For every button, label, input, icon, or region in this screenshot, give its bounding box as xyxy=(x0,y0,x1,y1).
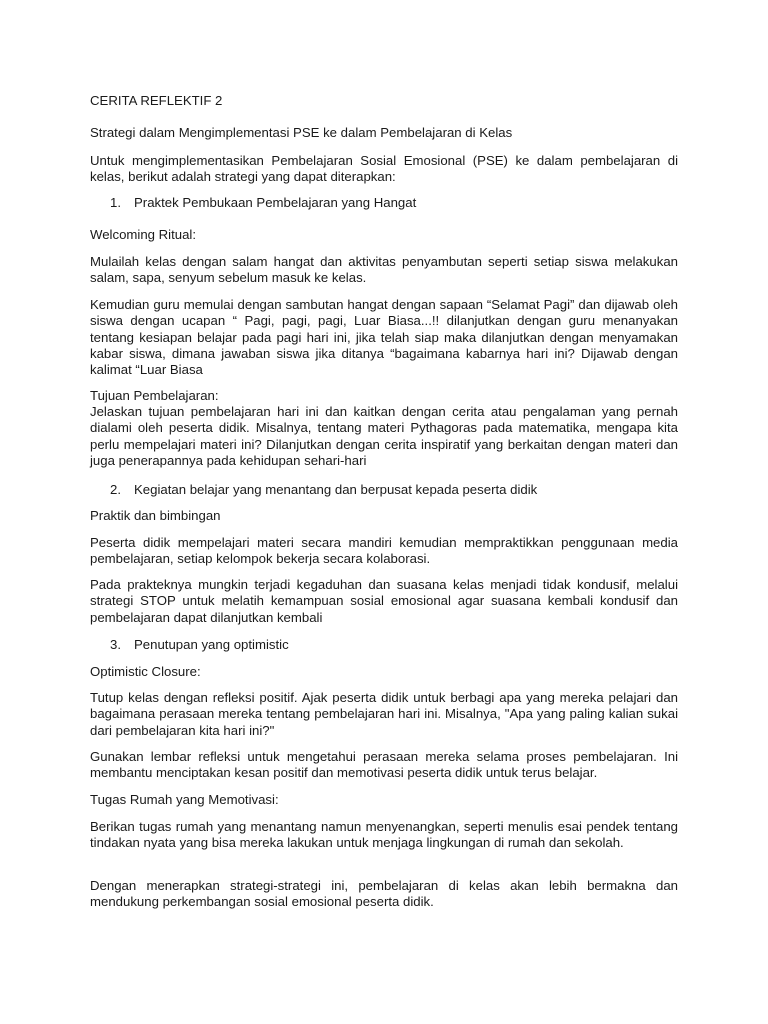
tugas-heading: Tugas Rumah yang Memotivasi: xyxy=(90,792,279,807)
list-text: Praktek Pembukaan Pembelajaran yang Hangat xyxy=(134,195,417,210)
praktik-paragraph-2: Pada prakteknya mungkin terjadi kegaduhan dan suasana kelas menjadi tidak kondusif, melalui strategi STOP untuk melatih kemampuan sosial emosional agar suasana kembali kondusif dan pembelajaran dapat dilanjutkan kembali xyxy=(90,577,678,625)
list-number: 1. xyxy=(110,195,121,210)
list-item-1 xyxy=(90,195,678,211)
document-title: CERITA REFLEKTIF 2 xyxy=(90,93,223,108)
conclusion-paragraph: Dengan menerapkan strategi-strategi ini, pembelajaran di kelas akan lebih bermakna dan mendukung perkembangan sosial emosional peserta didik. xyxy=(90,878,678,910)
tujuan-paragraph: Jelaskan tujuan pembelajaran hari ini dan kaitkan dengan cerita atau pengalaman yang pernah dialami oleh peserta didik. Misalnya, tentang materi Pythagoras pada matematika, mengapa kita perlu mempelajari materi ini? Dilanjutkan dengan cerita inspiratif yang berkaitan dengan materi dan juga penerapannya pada kehidupan sehari-hari xyxy=(90,404,678,468)
welcoming-heading: Welcoming Ritual: xyxy=(90,227,197,242)
praktik-heading: Praktik dan bimbingan xyxy=(90,508,221,523)
closure-heading: Optimistic Closure: xyxy=(90,664,201,679)
tujuan-heading: Tujuan Pembelajaran: xyxy=(90,388,219,403)
list-item-3 xyxy=(90,637,678,653)
tugas-paragraph: Berikan tugas rumah yang menantang namun menyenangkan, seperti menulis esai pendek tentang tindakan nyata yang bisa mereka lakukan untuk menjaga lingkungan di rumah dan sekolah. xyxy=(90,819,678,851)
list-number: 2. xyxy=(110,482,121,497)
welcoming-paragraph-2: Kemudian guru memulai dengan sambutan hangat dengan sapaan “Selamat Pagi” dan dijawab oleh siswa dengan ucapan “ Pagi, pagi, pagi, Luar Biasa...!! dilanjutkan dengan guru menanyakan tentang kesiapan belajar pada pagi hari ini, jika telah siap maka dilanjutkan dengan menyamakan kabar siswa, dimana jawaban siswa jika ditanya “bagaimana kabarnya hari ini? Dijawab dengan kalimat “Luar Biasa xyxy=(90,297,678,378)
list-number: 3. xyxy=(110,637,121,652)
closure-paragraph-1: Tutup kelas dengan refleksi positif. Ajak peserta didik untuk berbagi apa yang mereka pelajari dan bagaimana perasaan mereka tentang pembelajaran hari ini. Misalnya, "Apa yang paling kalian sukai dari pembelajaran kita hari ini?" xyxy=(90,690,678,738)
list-text: Kegiatan belajar yang menantang dan berpusat kepada peserta didik xyxy=(134,482,538,497)
document-subtitle: Strategi dalam Mengimplementasi PSE ke dalam Pembelajaran di Kelas xyxy=(90,125,513,140)
welcoming-paragraph-1: Mulailah kelas dengan salam hangat dan aktivitas penyambutan seperti setiap siswa melakukan salam, sapa, senyum sebelum masuk ke kelas. xyxy=(90,254,678,286)
intro-paragraph: Untuk mengimplementasikan Pembelajaran Sosial Emosional (PSE) ke dalam pembelajaran di kelas, berikut adalah strategi yang dapat diterapkan: xyxy=(90,153,678,185)
closure-paragraph-2: Gunakan lembar refleksi untuk mengetahui perasaan mereka selama proses pembelajaran. Ini membantu menciptakan kesan positif dan memotivasi peserta didik untuk terus belajar. xyxy=(90,749,678,781)
list-text: Penutupan yang optimistic xyxy=(134,637,289,652)
praktik-paragraph-1: Peserta didik mempelajari materi secara mandiri kemudian mempraktikkan penggunaan media pembelajaran, setiap kelompok bekerja secara kolaborasi. xyxy=(90,535,678,567)
list-item-2 xyxy=(90,482,678,498)
